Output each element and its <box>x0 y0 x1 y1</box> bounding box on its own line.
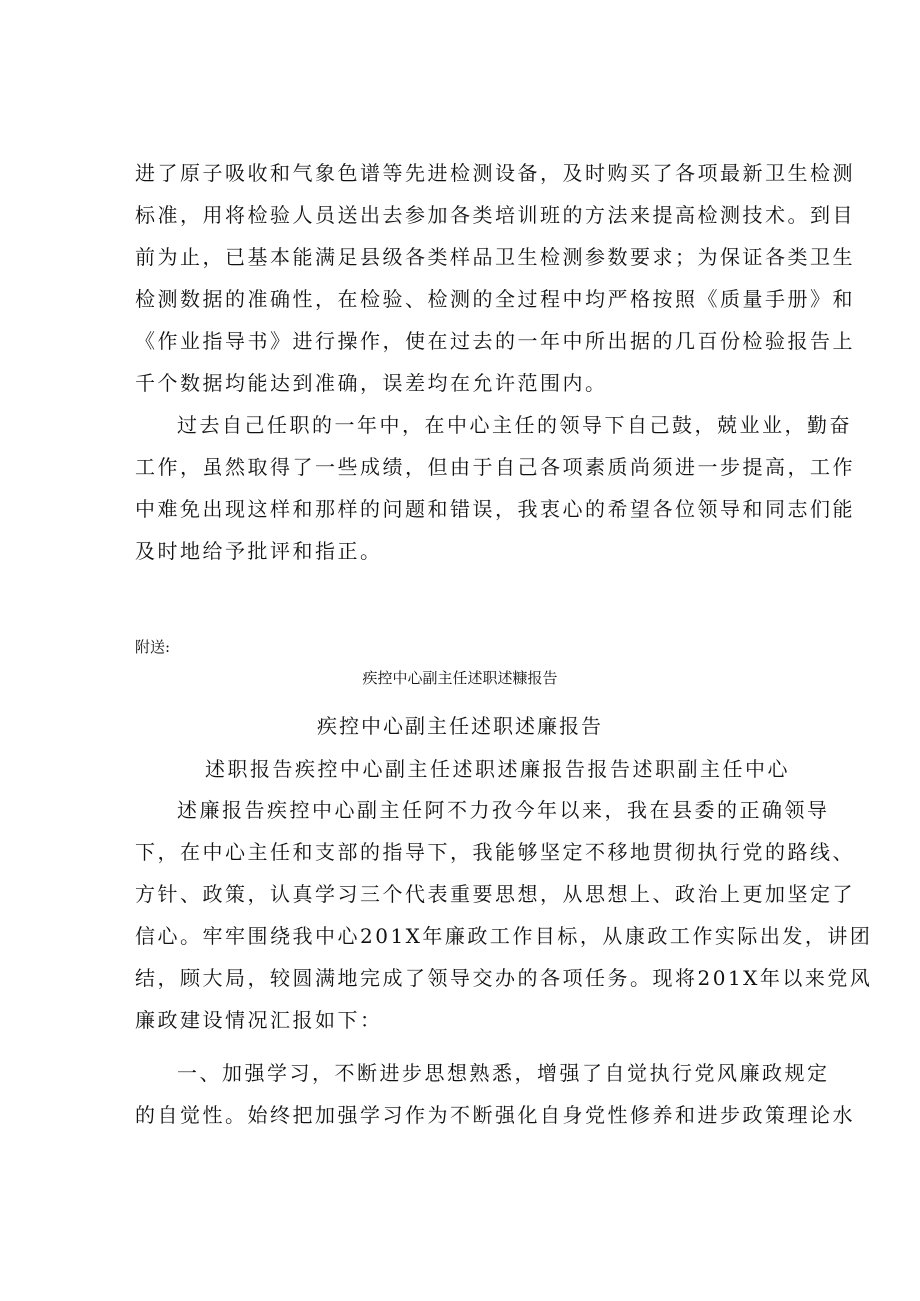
body-line: 《作业指导书》进行操作，使在过去的一年中所出据的几百份检验报告上 <box>135 329 855 353</box>
body-line: 标准，用将检验人员送出去参加各类培训班的方法来提高检测技术。到目 <box>135 203 855 227</box>
body-line: 工作，虽然取得了一些成绩，但由于自己各项素质尚须进一步提高，工作 <box>135 455 855 479</box>
body-line: 中难免出现这样和那样的问题和错误，我衷心的希望各位领导和同志们能 <box>135 497 855 521</box>
body-line: 过去自己任职的一年中，在中心主任的领导下自己鼓，兢业业，勤奋 <box>177 413 852 437</box>
body-line: 千个数据均能达到准确，误差均在允许范围内。 <box>135 371 608 395</box>
body-line: 的自觉性。始终把加强学习作为不断强化自身党性修养和进步政策理论水 <box>135 1103 855 1127</box>
body-line: 及时地给予批评和指正。 <box>135 539 383 563</box>
body-line: 前为止，已基本能满足县级各类样品卫生检测参数要求；为保证各类卫生 <box>135 245 855 269</box>
keywords-line: 述职报告疾控中心副主任述职述廉报告报告述职副主任中心 <box>205 757 790 781</box>
body-line: 方针、政策，认真学习三个代表重要思想，从思想上、政治上更加坚定了 <box>135 882 855 906</box>
body-line: 下，在中心主任和支部的指导下，我能够坚定不移地贯彻执行党的路线、 <box>135 840 855 864</box>
body-line: 进了原子吸收和气象色谱等先进检测设备，及时购买了各项最新卫生检测 <box>135 161 855 185</box>
appendix-label: 附送: <box>135 638 171 656</box>
body-line: 廉政建设情况汇报如下： <box>135 1008 383 1032</box>
body-line: 一、加强学习，不断进步思想熟悉，增强了自觉执行党风廉政规定 <box>177 1061 830 1085</box>
body-line: 结，顾大局，较圆满地完成了领导交办的各项任务。现将201X年以来党风 <box>135 966 873 990</box>
appendix-subtitle: 疾控中心副主任述职述糠报告 <box>362 669 558 687</box>
body-line: 信心。牢牢围绕我中心201X年廉政工作目标，从康政工作实际出发，讲团 <box>135 924 873 948</box>
body-line: 述廉报告疾控中心副主任阿不力孜今年以来，我在县委的正确领导 <box>177 798 830 822</box>
body-line: 检测数据的准确性，在检验、检测的全过程中均严格按照《质量手册》和 <box>135 287 855 311</box>
appendix-title: 疾控中心副主任述职述廉报告 <box>317 714 603 738</box>
